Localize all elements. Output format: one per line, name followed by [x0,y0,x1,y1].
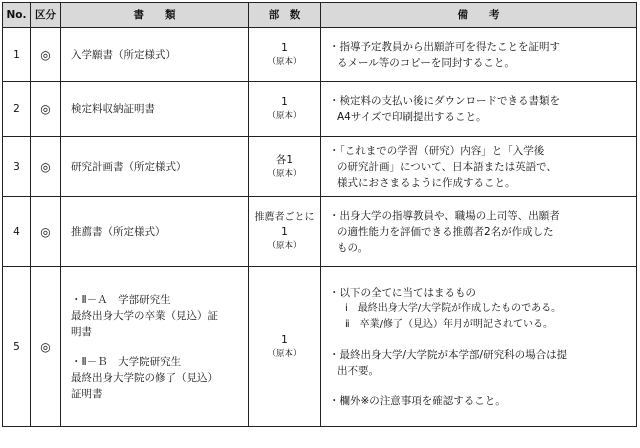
document-line: 明書 [71,325,92,338]
note-line: ・最終出身大学/大学院が本学部/研究科の場合は提 [329,348,568,361]
table-row [3,28,637,82]
document-line: 最終出身大学院の修了（見込） [71,371,218,384]
category-mark: ◎ [31,197,61,267]
note-subitem: ⅰ 最終出身大学/大学院が作成したものである。 [345,302,562,314]
row-number: 5 [3,267,31,427]
table-row [3,197,637,267]
notes-cell [321,28,637,82]
document-line: 証明書 [71,387,103,400]
header-category: 区分 [31,3,61,28]
notes-cell [321,137,637,197]
note-line: ・「これまでの学習（研究）内容」と「入学後 [329,144,545,157]
note-line: るメール等のコピーを同封すること。 [337,56,515,69]
document-line: ・Ⅱ－Ａ 学部研究生 [71,293,171,306]
count-value: 1 [281,225,288,238]
count-value: 各1 [275,153,294,166]
note-line: ・検定料の支払い後にダウンロードできる書類を [329,95,560,107]
notes-cell [321,267,637,427]
count-value: 1 [281,96,288,108]
copy-count [249,28,321,82]
note-line: もの。 [337,241,369,254]
table-row [3,267,637,427]
note-line: 様式におさまるように作成すること。 [337,176,516,189]
note-line: ・出身大学の指導教員や、職場の上司等、出願者 [329,209,560,222]
copy-count [249,197,321,267]
header-no: No. [3,3,31,28]
document-name: 検定料収納証明書 [61,82,249,137]
count-note: （原本） [267,168,302,179]
category-mark: ◎ [31,137,61,197]
row-number: 3 [3,137,31,197]
count-note: （原本） [267,240,302,251]
document-name: 研究計画書（所定様式） [61,137,249,197]
table-row [3,137,637,197]
count-note: （原本） [267,56,302,67]
count-value: 1 [281,41,288,54]
note-line: の研究計画」について、日本語または英語で、 [337,160,557,173]
note-line: ・指導予定教員から出願許可を得たことを証明す [329,40,560,53]
note-subitem: ⅱ 卒業/修了（見込）年月が明記されている。 [345,318,553,330]
header-notes: 備 考 [321,3,637,28]
notes-cell [321,197,637,267]
header-count: 部 数 [249,3,321,28]
count-value: 1 [281,333,288,346]
copy-count [249,267,321,427]
notes-cell [321,82,637,137]
table-row [3,82,637,137]
note-line: の適性能力を評価できる推薦者2名が作成した [337,225,554,238]
document-name: 入学願書（所定様式） [61,28,249,82]
spacer [71,340,248,354]
count-note: （原本） [267,348,302,359]
row-number: 2 [3,82,31,137]
document-line: ・Ⅱ－Ｂ 大学院研究生 [71,355,182,368]
count-note: （原本） [267,111,302,121]
row-number: 1 [3,28,31,82]
spacer [329,333,630,347]
category-mark: ◎ [31,267,61,427]
header-row [3,3,637,28]
copy-count [249,137,321,197]
documents-table [2,2,637,427]
header-document: 書 類 [61,3,249,28]
document-line: 最終出身大学の卒業（見込）証 [71,309,218,322]
copy-count [249,82,321,137]
category-mark: ◎ [31,82,61,137]
document-name [61,267,249,427]
note-line: A4サイズで印刷提出すること。 [337,111,487,123]
note-line: 出不要。 [337,364,379,377]
category-mark: ◎ [31,28,61,82]
count-prefix: 推薦者ごとに [254,211,315,223]
note-line: ・以下の全てに当てはまるもの [329,286,476,299]
spacer [329,379,630,393]
note-line: ・欄外※の注意事項を確認すること。 [329,394,506,407]
row-number: 4 [3,197,31,267]
document-name: 推薦書（所定様式） [61,197,249,267]
